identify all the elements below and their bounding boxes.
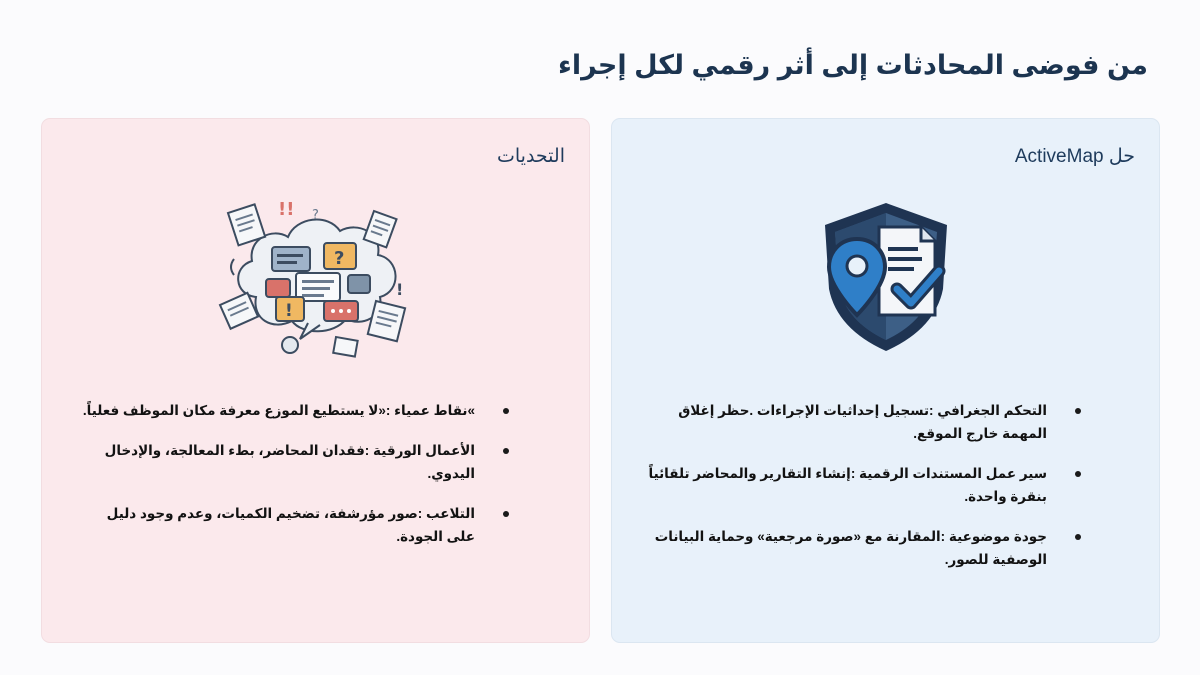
challenges-title: التحديات bbox=[496, 146, 565, 167]
list-item: التحكم الجغرافي :تسجيل إحداثيات الإجراءات .حظر إغلاق المهمة خارج الموقع. bbox=[642, 399, 1047, 445]
solution-points-list bbox=[642, 399, 1047, 588]
bullet-icon bbox=[1075, 534, 1081, 540]
bullet-icon bbox=[503, 511, 509, 517]
bullet-icon bbox=[1075, 408, 1081, 414]
solution-panel bbox=[611, 118, 1160, 643]
solution-title: حل ActiveMap bbox=[1014, 146, 1135, 167]
list-item: الأعمال الورقية :فقدان المحاضر، بطء المعالجة، والإدخال اليدوي. bbox=[75, 439, 475, 485]
bullet-icon bbox=[503, 448, 509, 454]
svg-text:?: ? bbox=[333, 248, 344, 269]
list-item: سير عمل المستندات الرقمية :إنشاء التقارير والمحاضر تلقائياً بنقرة واحدة. bbox=[642, 462, 1047, 508]
svg-text:!!: !! bbox=[277, 199, 294, 220]
svg-text:?: ? bbox=[311, 208, 319, 223]
bullet-icon bbox=[503, 408, 509, 414]
challenges-points-list bbox=[75, 399, 475, 565]
svg-text:!: ! bbox=[284, 301, 293, 321]
svg-text:!: ! bbox=[395, 280, 403, 299]
list-item: التلاعب :صور مؤرشفة، تضخيم الكميات، وعدم وجود دليل على الجودة. bbox=[75, 502, 475, 548]
challenges-panel bbox=[41, 118, 590, 643]
chaotic-chat-bubbles-papers-icon bbox=[216, 197, 416, 367]
list-item: »نقاط عمياء :«لا يستطيع الموزع معرفة مكان الموظف فعلياً. bbox=[75, 399, 475, 422]
shield-location-document-check-icon bbox=[811, 197, 961, 362]
bullet-icon bbox=[1075, 471, 1081, 477]
list-item: جودة موضوعية :المقارنة مع «صورة مرجعية» وحماية البيانات الوصفية للصور. bbox=[642, 525, 1047, 571]
page-title: من فوضى المحادثات إلى أثر رقمي لكل إجراء bbox=[558, 50, 1148, 80]
